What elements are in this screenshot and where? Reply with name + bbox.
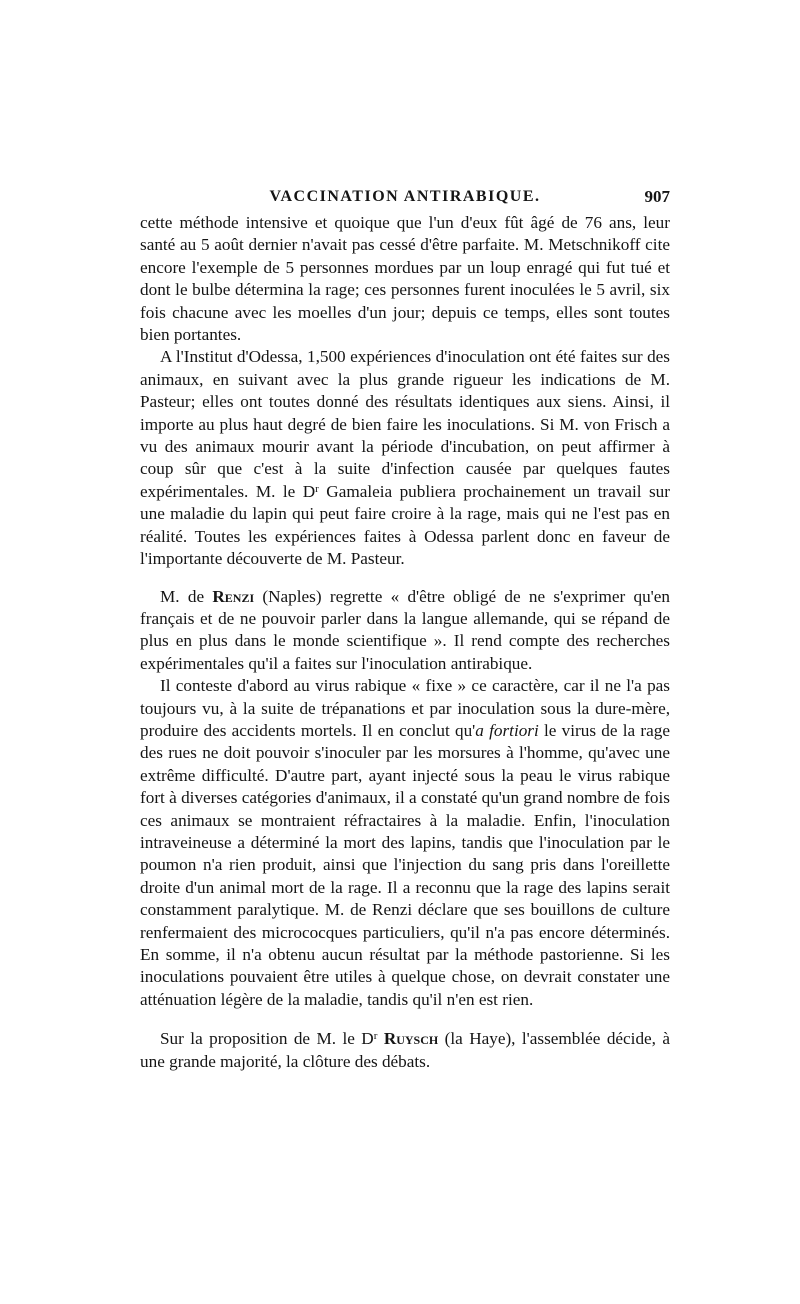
running-title: VACCINATION ANTIRABIQUE. [269,188,541,205]
body-text [140,212,670,1073]
paragraph-3-post: (Naples) regrette « d'être obligé de ne s'exprimer qu'en français et de ne pouvoir parler dans la langue allemande, qui se répand de plus en plus dans le monde scientifique ». Il rend compte des recherches expérimentales qu'il a faites sur l'inoculation antirabique. [140,586,670,673]
paragraph-2b-pre: M. le D [255,481,316,501]
speaker-name-renzi: Renzi [212,586,255,606]
doctor-abbrev-sup-2: r [373,1030,378,1043]
page-header [140,182,670,212]
page-number: 907 [644,187,670,206]
paragraph-3-pre: M. de [160,586,213,606]
paragraph-4-post: le virus de la rage des rues ne doit pouvoir s'inoculer par les morsures à l'homme, qu'avec une extrême difficulté. D'autre part, ayant injecté sous la peau le virus rabique fort à diverses catégories d'animaux, il a constaté qu'un grand nombre de fois ces animaux se montraient réfractaires à la maladie. Enfin, l'inoculation intraveineuse a déterminé la mort des lapins, tandis que l'inoculation par le poumon n'a rien produit, ainsi que l'injection du sang pris dans l'oreillette droite d'un animal mort de la rage. Il a reconnu que la rage des lapins serait constamment paralytique. M. de Renzi déclare que ses bouillons de culture renfermaient des micrococques particuliers, qu'il n'a pas encore déterminés. En somme, il n'a obtenu aucun résultat par la méthode pastorienne. Si les inoculations pouvaient être utiles à quelque chose, on devrait constater une atténuation légère de la maladie, tandis qu'il n'en est rien. [140,720,670,1009]
italic-a-fortiori: a fortiori [475,720,539,740]
paragraph-2b-post: Gamaleia publiera prochainement un travail sur une maladie du lapin qui peut faire croire à la rage, mais qui ne l'est pas en réalité. Toutes les expériences faites à Odessa parlent donc en faveur de l'importante découverte de M. Pasteur. [140,481,670,569]
speaker-name-ruysch: Ruysch [383,1029,439,1049]
paragraph-4-pre: Il conteste d'abord au virus rabique « fixe » ce caractère, car il ne l'a pas toujours vu, à la suite de trépanations et par inoculation sous la dure-mère, produire des accidents mortels. Il en conclut qu' [140,676,670,740]
paragraph-3 [140,586,670,676]
paragraph-2-text: A l'Institut d'Odessa, 1,500 expériences d'inoculation ont été faites sur des animaux, en suivant avec la plus grande rigueur les indications de M. Pasteur; elles ont toutes donné des résultats identiques aux siens. Ainsi, il importe au plus haut degré de bien faire les inoculations. Si M. von Frisch a vu des animaux mourir avant la période d'incubation, on peut affirmer à coup sûr que c'est à la suite d'infection causée par quelques fautes expérimentales. [140,347,670,501]
paragraph-5-pre: Sur la proposition de M. le D [160,1029,374,1049]
doctor-abbrev-sup: r [315,482,319,495]
paragraph-5 [140,1028,670,1073]
paragraph-4 [140,675,670,1011]
paragraph-5-post: (la Haye), l'assemblée décide, à une grande majorité, la clôture des débats. [140,1029,671,1071]
paragraph-1: cette méthode intensive et quoique que l'un d'eux fût âgé de 76 ans, leur santé au 5 août dernier n'avait pas cessé d'être parfaite. M. Metschnikoff cite encore l'exemple de 5 personnes mordues par un loup enragé qui fut tué et dont le bulbe détermina la rage; ces personnes furent inoculées le 5 avril, six fois chacune avec les moelles d'un jour; depuis ce temps, elles sont toutes bien portantes. [140,213,670,345]
paragraph-2 [140,346,670,570]
